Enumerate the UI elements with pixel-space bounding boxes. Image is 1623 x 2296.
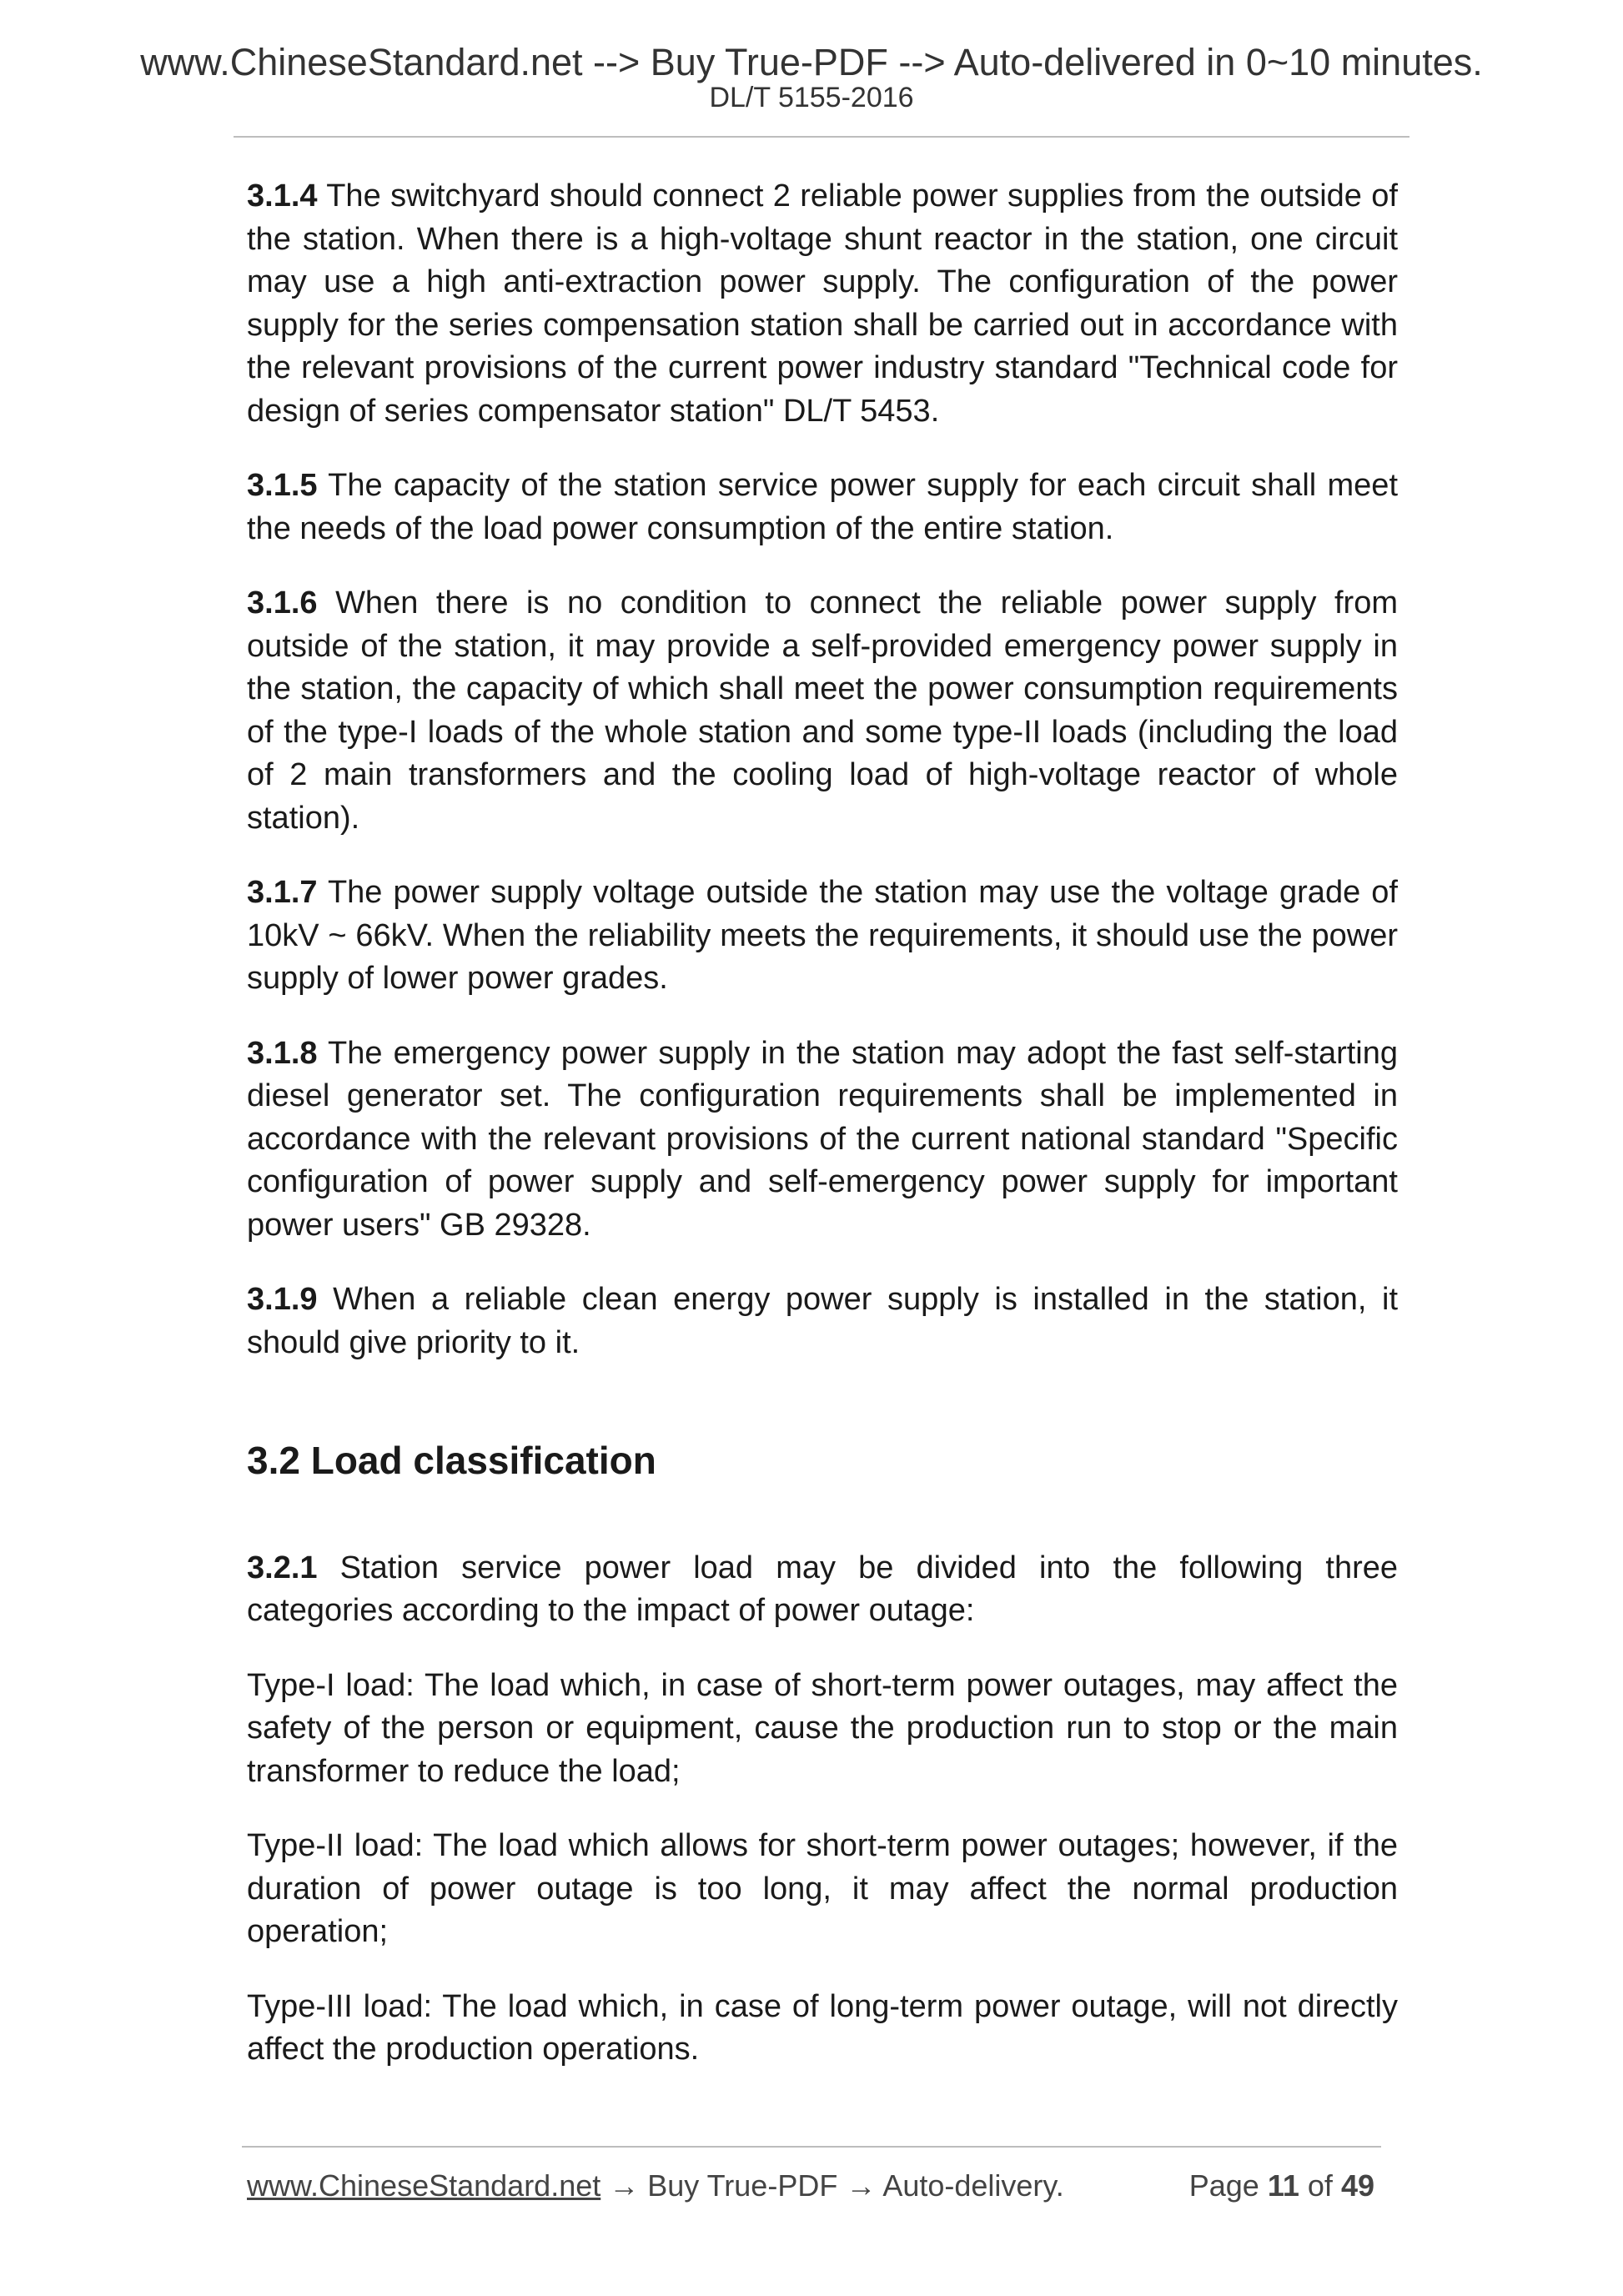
clause-number: 3.1.9 bbox=[247, 1282, 318, 1317]
page-indicator bbox=[1188, 2168, 1374, 2203]
load-type-2: Type-II load: The load which allows for short-term power outages; however, if the duration of power outage is too long, it may affect the normal production operation; bbox=[247, 1828, 1398, 1950]
clause-3-2-1 bbox=[247, 1547, 1398, 1633]
clause-text: The power supply voltage outside the station may use the voltage grade of 10kV ~ 66kV. When the reliability meets the requirements, it should use the power supply of lower power grades. bbox=[247, 875, 1398, 996]
clause-text: When a reliable clean energy power supply is installed in the station, it should give priority to it. bbox=[247, 1282, 1399, 1360]
clause-3-1-4 bbox=[247, 175, 1398, 433]
clause-text: The switchyard should connect 2 reliable power supplies from the outside of the station. When there is a high-voltage shunt reactor in the station, one circuit may use a high anti-extraction power supply. The configuration of the power supply for the series compensation station shall be carried out in accordance with the relevant provisions of the current power industry standard "Technical code for design of series compensator station" DL/T 5453. bbox=[247, 178, 1398, 429]
header-divider bbox=[234, 136, 1409, 138]
load-type-1: Type-I load: The load which, in case of short-term power outages, may affect the safety of the person or equipment, cause the production run to stop or the main transformer to reduce the load; bbox=[247, 1667, 1398, 1789]
footer-site-link[interactable]: www.ChineseStandard.net bbox=[247, 2168, 601, 2203]
top-banner: www.ChineseStandard.net --> Buy True-PDF --> Auto-delivered in 0~10 minutes. bbox=[140, 41, 1483, 83]
page-body bbox=[247, 175, 1398, 2103]
clause-3-1-9 bbox=[247, 1279, 1398, 1364]
page-number: 11 bbox=[1267, 2168, 1299, 2203]
clause-text: Station service power load may be divided into the following three categories according to the impact of power outage: bbox=[247, 1550, 1398, 1629]
of-label: of bbox=[1307, 2168, 1333, 2203]
clause-3-1-6 bbox=[247, 582, 1398, 840]
clause-text: The emergency power supply in the station may adopt the fast self-starting diesel generator set. The configuration requirements shall be implemented in accordance with the relevant provisions of the current national standard "Specific configuration of power supply and self-emergency power supply for important power users" GB 29328. bbox=[247, 1035, 1398, 1243]
total-pages: 49 bbox=[1340, 2168, 1374, 2203]
load-type-3: Type-III load: The load which, in case of long-term power outage, will not directly affect the production operations. bbox=[247, 1988, 1398, 2067]
page-label: Page bbox=[1188, 2168, 1259, 2203]
clause-number: 3.1.6 bbox=[247, 585, 318, 620]
section-heading: 3.2 Load classification bbox=[247, 1439, 656, 1482]
footer-divider bbox=[242, 2146, 1381, 2148]
clause-number: 3.1.8 bbox=[247, 1035, 318, 1071]
footer-left bbox=[247, 2168, 1064, 2203]
clause-number: 3.1.7 bbox=[247, 875, 318, 910]
clause-text: When there is no condition to connect the reliable power supply from outside of the station, it may provide a self-provided emergency power supply in the station, the capacity of which shall meet the power consumption requirements of the type-I loads of the whole station and some type-II loads (including the load of 2 main transformers and the cooling load of high-voltage reactor of whole station). bbox=[247, 585, 1398, 836]
clause-3-1-5 bbox=[247, 465, 1398, 550]
clause-3-1-8 bbox=[247, 1032, 1398, 1248]
document-code: DL/T 5155-2016 bbox=[709, 82, 914, 113]
clause-text: The capacity of the station service power supply for each circuit shall meet the needs of the load power consumption of the entire station. bbox=[247, 468, 1398, 546]
clause-number: 3.2.1 bbox=[247, 1550, 318, 1585]
clause-3-1-7 bbox=[247, 872, 1398, 1001]
footer-tagline: → Buy True-PDF → Auto-delivery. bbox=[600, 2168, 1064, 2203]
clause-number: 3.1.5 bbox=[247, 468, 318, 503]
clause-number: 3.1.4 bbox=[247, 178, 318, 214]
